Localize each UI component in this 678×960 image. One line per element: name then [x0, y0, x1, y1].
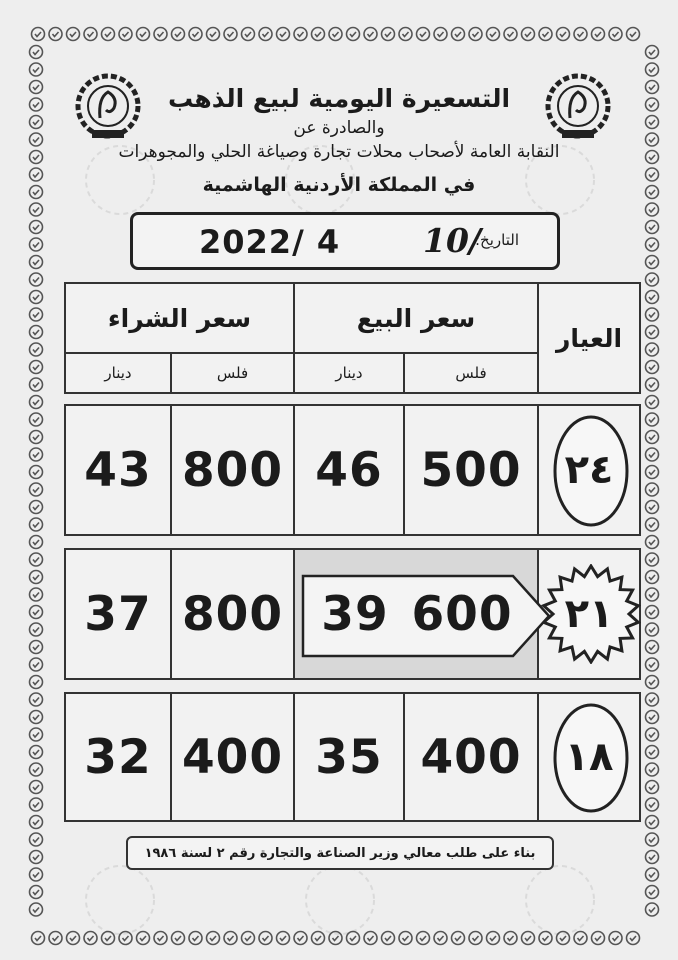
sell-fils-label: فلس [403, 352, 539, 394]
country-name: في المملكة الأردنية الهاشمية [202, 174, 476, 196]
syndicate-name: النقابة العامة لأصحاب محلات تجارة وصياغة الحلي والمجوهرات [118, 142, 560, 162]
buy-dinar-value: 37 [64, 548, 172, 680]
buy-fils-value: 800 [170, 404, 295, 536]
buy-price-header: سعر الشراء [64, 282, 295, 354]
buy-fils-value: 800 [170, 548, 295, 680]
karat-value: ٢٤ [564, 447, 614, 493]
buy-dinar-value: 43 [64, 404, 172, 536]
sell-dinar-value: 39 [321, 586, 389, 642]
sell-fils-value: 400 [403, 692, 539, 822]
karat-value: ١٨ [564, 734, 614, 780]
sell-dinar-value: 35 [293, 692, 405, 822]
sell-fils-value: 500 [403, 404, 539, 536]
issued-by-text: والصادرة عن [293, 118, 385, 138]
watermark-ring [306, 866, 374, 934]
watermark-ring [86, 866, 154, 934]
buy-dinar-value: 32 [64, 692, 172, 822]
watermark-ring [526, 866, 594, 934]
date-day: 10/ [423, 221, 481, 260]
page-title: التسعيرة اليومية لبيع الذهب [167, 84, 511, 113]
sell-dinar-label: دينار [293, 352, 405, 394]
karat-cell-18 [537, 692, 641, 822]
date-month-year: 2022/ 4 [199, 223, 341, 261]
sell-dinar-value: 46 [293, 404, 405, 536]
sell-fils-value: 600 [411, 586, 513, 642]
buy-fils-value: 400 [170, 692, 295, 822]
karat-header: العيار [537, 282, 641, 394]
sell-price-header: سعر البيع [293, 282, 539, 354]
buy-fils-label: فلس [170, 352, 295, 394]
date-box [130, 212, 560, 270]
karat-value: ٢١ [564, 591, 614, 637]
buy-dinar-label: دينار [64, 352, 172, 394]
date-label: التاريخ: [475, 231, 519, 249]
footer-note: بناء على طلب معالي وزير الصناعة والتجارة رقم ٢ لسنة ١٩٨٦ [126, 836, 554, 870]
karat-cell-24 [537, 404, 641, 536]
